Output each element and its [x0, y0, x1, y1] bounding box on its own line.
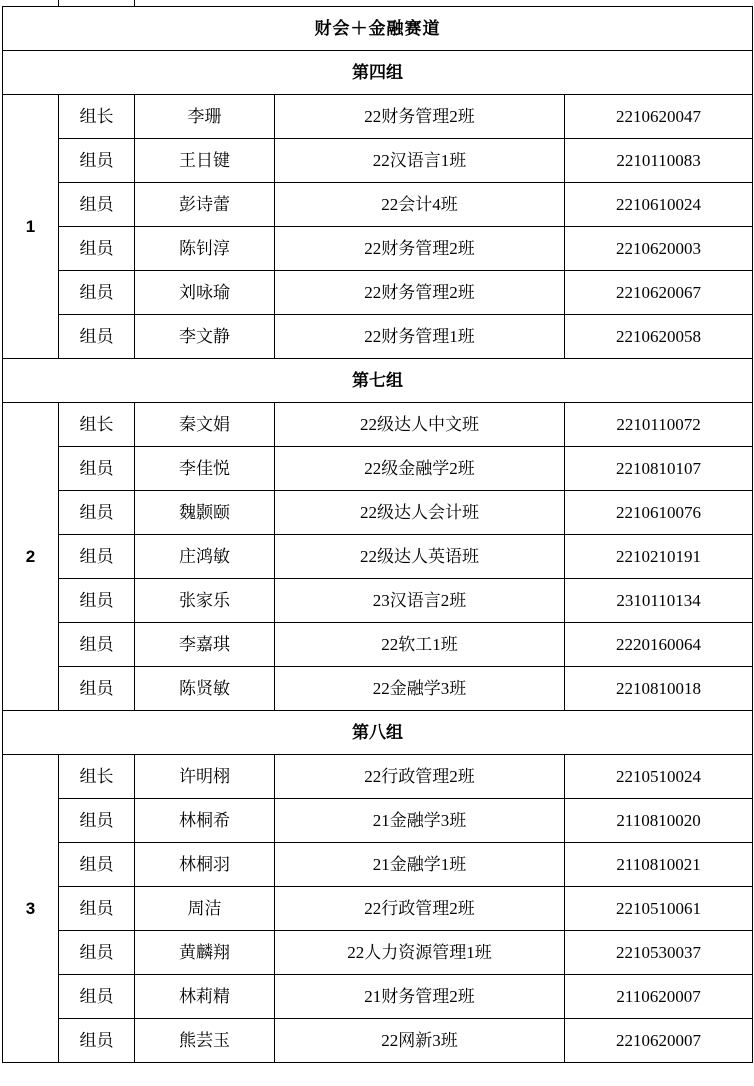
- member-class: 21金融学1班: [275, 843, 565, 887]
- member-student-id: 2210620003: [565, 227, 753, 271]
- member-class: 22人力资源管理1班: [275, 931, 565, 975]
- member-class: 22金融学3班: [275, 667, 565, 711]
- member-role: 组员: [59, 975, 135, 1019]
- member-student-id: 2210610076: [565, 491, 753, 535]
- member-name: 林桐羽: [135, 843, 275, 887]
- member-name: 魏颢颐: [135, 491, 275, 535]
- table-row: [3, 623, 753, 667]
- member-role: 组员: [59, 183, 135, 227]
- table-row: [3, 535, 753, 579]
- member-name: 陈钊淳: [135, 227, 275, 271]
- member-name: 黄麟翔: [135, 931, 275, 975]
- table-row: [3, 315, 753, 359]
- member-name: 许明栩: [135, 755, 275, 799]
- member-role: 组员: [59, 447, 135, 491]
- member-class: 22级达人中文班: [275, 403, 565, 447]
- member-student-id: 2220160064: [565, 623, 753, 667]
- member-class: 22级金融学2班: [275, 447, 565, 491]
- member-role: 组员: [59, 623, 135, 667]
- group-header-label: 第四组: [3, 51, 753, 95]
- member-student-id: 2210210191: [565, 535, 753, 579]
- member-student-id: 2210810107: [565, 447, 753, 491]
- member-role: 组长: [59, 403, 135, 447]
- member-student-id: 2110810021: [565, 843, 753, 887]
- member-role: 组员: [59, 491, 135, 535]
- member-class: 22财务管理2班: [275, 95, 565, 139]
- member-class: 22财务管理2班: [275, 271, 565, 315]
- member-name: 庄鸿敏: [135, 535, 275, 579]
- member-name: 李文静: [135, 315, 275, 359]
- member-role: 组员: [59, 227, 135, 271]
- table-row: [3, 975, 753, 1019]
- member-class: 23汉语言2班: [275, 579, 565, 623]
- member-name: 李珊: [135, 95, 275, 139]
- member-role: 组员: [59, 843, 135, 887]
- member-name: 彭诗蕾: [135, 183, 275, 227]
- group-header-row: [3, 711, 753, 755]
- document-title: 财会＋金融赛道: [3, 7, 753, 51]
- member-class: 22软工1班: [275, 623, 565, 667]
- table-row: [3, 491, 753, 535]
- member-student-id: 2210620047: [565, 95, 753, 139]
- table-row: [3, 931, 753, 975]
- member-class: 22会计4班: [275, 183, 565, 227]
- table-row: [3, 95, 753, 139]
- member-name: 周洁: [135, 887, 275, 931]
- table-row: [3, 579, 753, 623]
- member-role: 组员: [59, 887, 135, 931]
- member-role: 组员: [59, 579, 135, 623]
- member-role: 组长: [59, 755, 135, 799]
- group-index: 3: [3, 755, 59, 1063]
- member-student-id: 2210620067: [565, 271, 753, 315]
- member-name: 林莉精: [135, 975, 275, 1019]
- member-name: 李佳悦: [135, 447, 275, 491]
- member-role: 组员: [59, 271, 135, 315]
- roster-table: [2, 0, 753, 1063]
- table-row: [3, 271, 753, 315]
- member-class: 21财务管理2班: [275, 975, 565, 1019]
- member-class: 21金融学3班: [275, 799, 565, 843]
- table-row: [3, 887, 753, 931]
- member-name: 张家乐: [135, 579, 275, 623]
- member-class: 22行政管理2班: [275, 887, 565, 931]
- member-name: 刘咏瑜: [135, 271, 275, 315]
- member-student-id: 2110620007: [565, 975, 753, 1019]
- member-class: 22级达人英语班: [275, 535, 565, 579]
- table-row: [3, 755, 753, 799]
- member-role: 组员: [59, 139, 135, 183]
- group-header-row: [3, 51, 753, 95]
- member-student-id: 2210510061: [565, 887, 753, 931]
- group-index: 2: [3, 403, 59, 711]
- table-row: [3, 183, 753, 227]
- member-student-id: 2210110083: [565, 139, 753, 183]
- member-name: 林桐希: [135, 799, 275, 843]
- group-index: 1: [3, 95, 59, 359]
- member-name: 李嘉琪: [135, 623, 275, 667]
- member-role: 组员: [59, 799, 135, 843]
- member-student-id: 2210810018: [565, 667, 753, 711]
- member-role: 组长: [59, 95, 135, 139]
- member-role: 组员: [59, 931, 135, 975]
- table-row: [3, 843, 753, 887]
- member-class: 22财务管理2班: [275, 227, 565, 271]
- table-row: [3, 403, 753, 447]
- member-student-id: 2310110134: [565, 579, 753, 623]
- table-body: [3, 0, 753, 1063]
- member-name: 秦文娟: [135, 403, 275, 447]
- table-row: [3, 447, 753, 491]
- member-class: 22汉语言1班: [275, 139, 565, 183]
- member-student-id: 2210530037: [565, 931, 753, 975]
- member-student-id: 2210620007: [565, 1019, 753, 1063]
- member-role: 组员: [59, 1019, 135, 1063]
- table-row: [3, 667, 753, 711]
- member-student-id: 2210510024: [565, 755, 753, 799]
- member-role: 组员: [59, 535, 135, 579]
- member-class: 22财务管理1班: [275, 315, 565, 359]
- member-student-id: 2110810020: [565, 799, 753, 843]
- member-name: 王日键: [135, 139, 275, 183]
- group-header-label: 第八组: [3, 711, 753, 755]
- member-student-id: 2210110072: [565, 403, 753, 447]
- group-header-label: 第七组: [3, 359, 753, 403]
- member-role: 组员: [59, 315, 135, 359]
- table-row: [3, 799, 753, 843]
- title-row: [3, 7, 753, 51]
- table-row: [3, 227, 753, 271]
- group-header-row: [3, 359, 753, 403]
- member-class: 22行政管理2班: [275, 755, 565, 799]
- member-name: 陈贤敏: [135, 667, 275, 711]
- member-class: 22级达人会计班: [275, 491, 565, 535]
- member-student-id: 2210610024: [565, 183, 753, 227]
- member-name: 熊芸玉: [135, 1019, 275, 1063]
- member-role: 组员: [59, 667, 135, 711]
- table-row: [3, 1019, 753, 1063]
- table-row: [3, 139, 753, 183]
- member-class: 22网新3班: [275, 1019, 565, 1063]
- member-student-id: 2210620058: [565, 315, 753, 359]
